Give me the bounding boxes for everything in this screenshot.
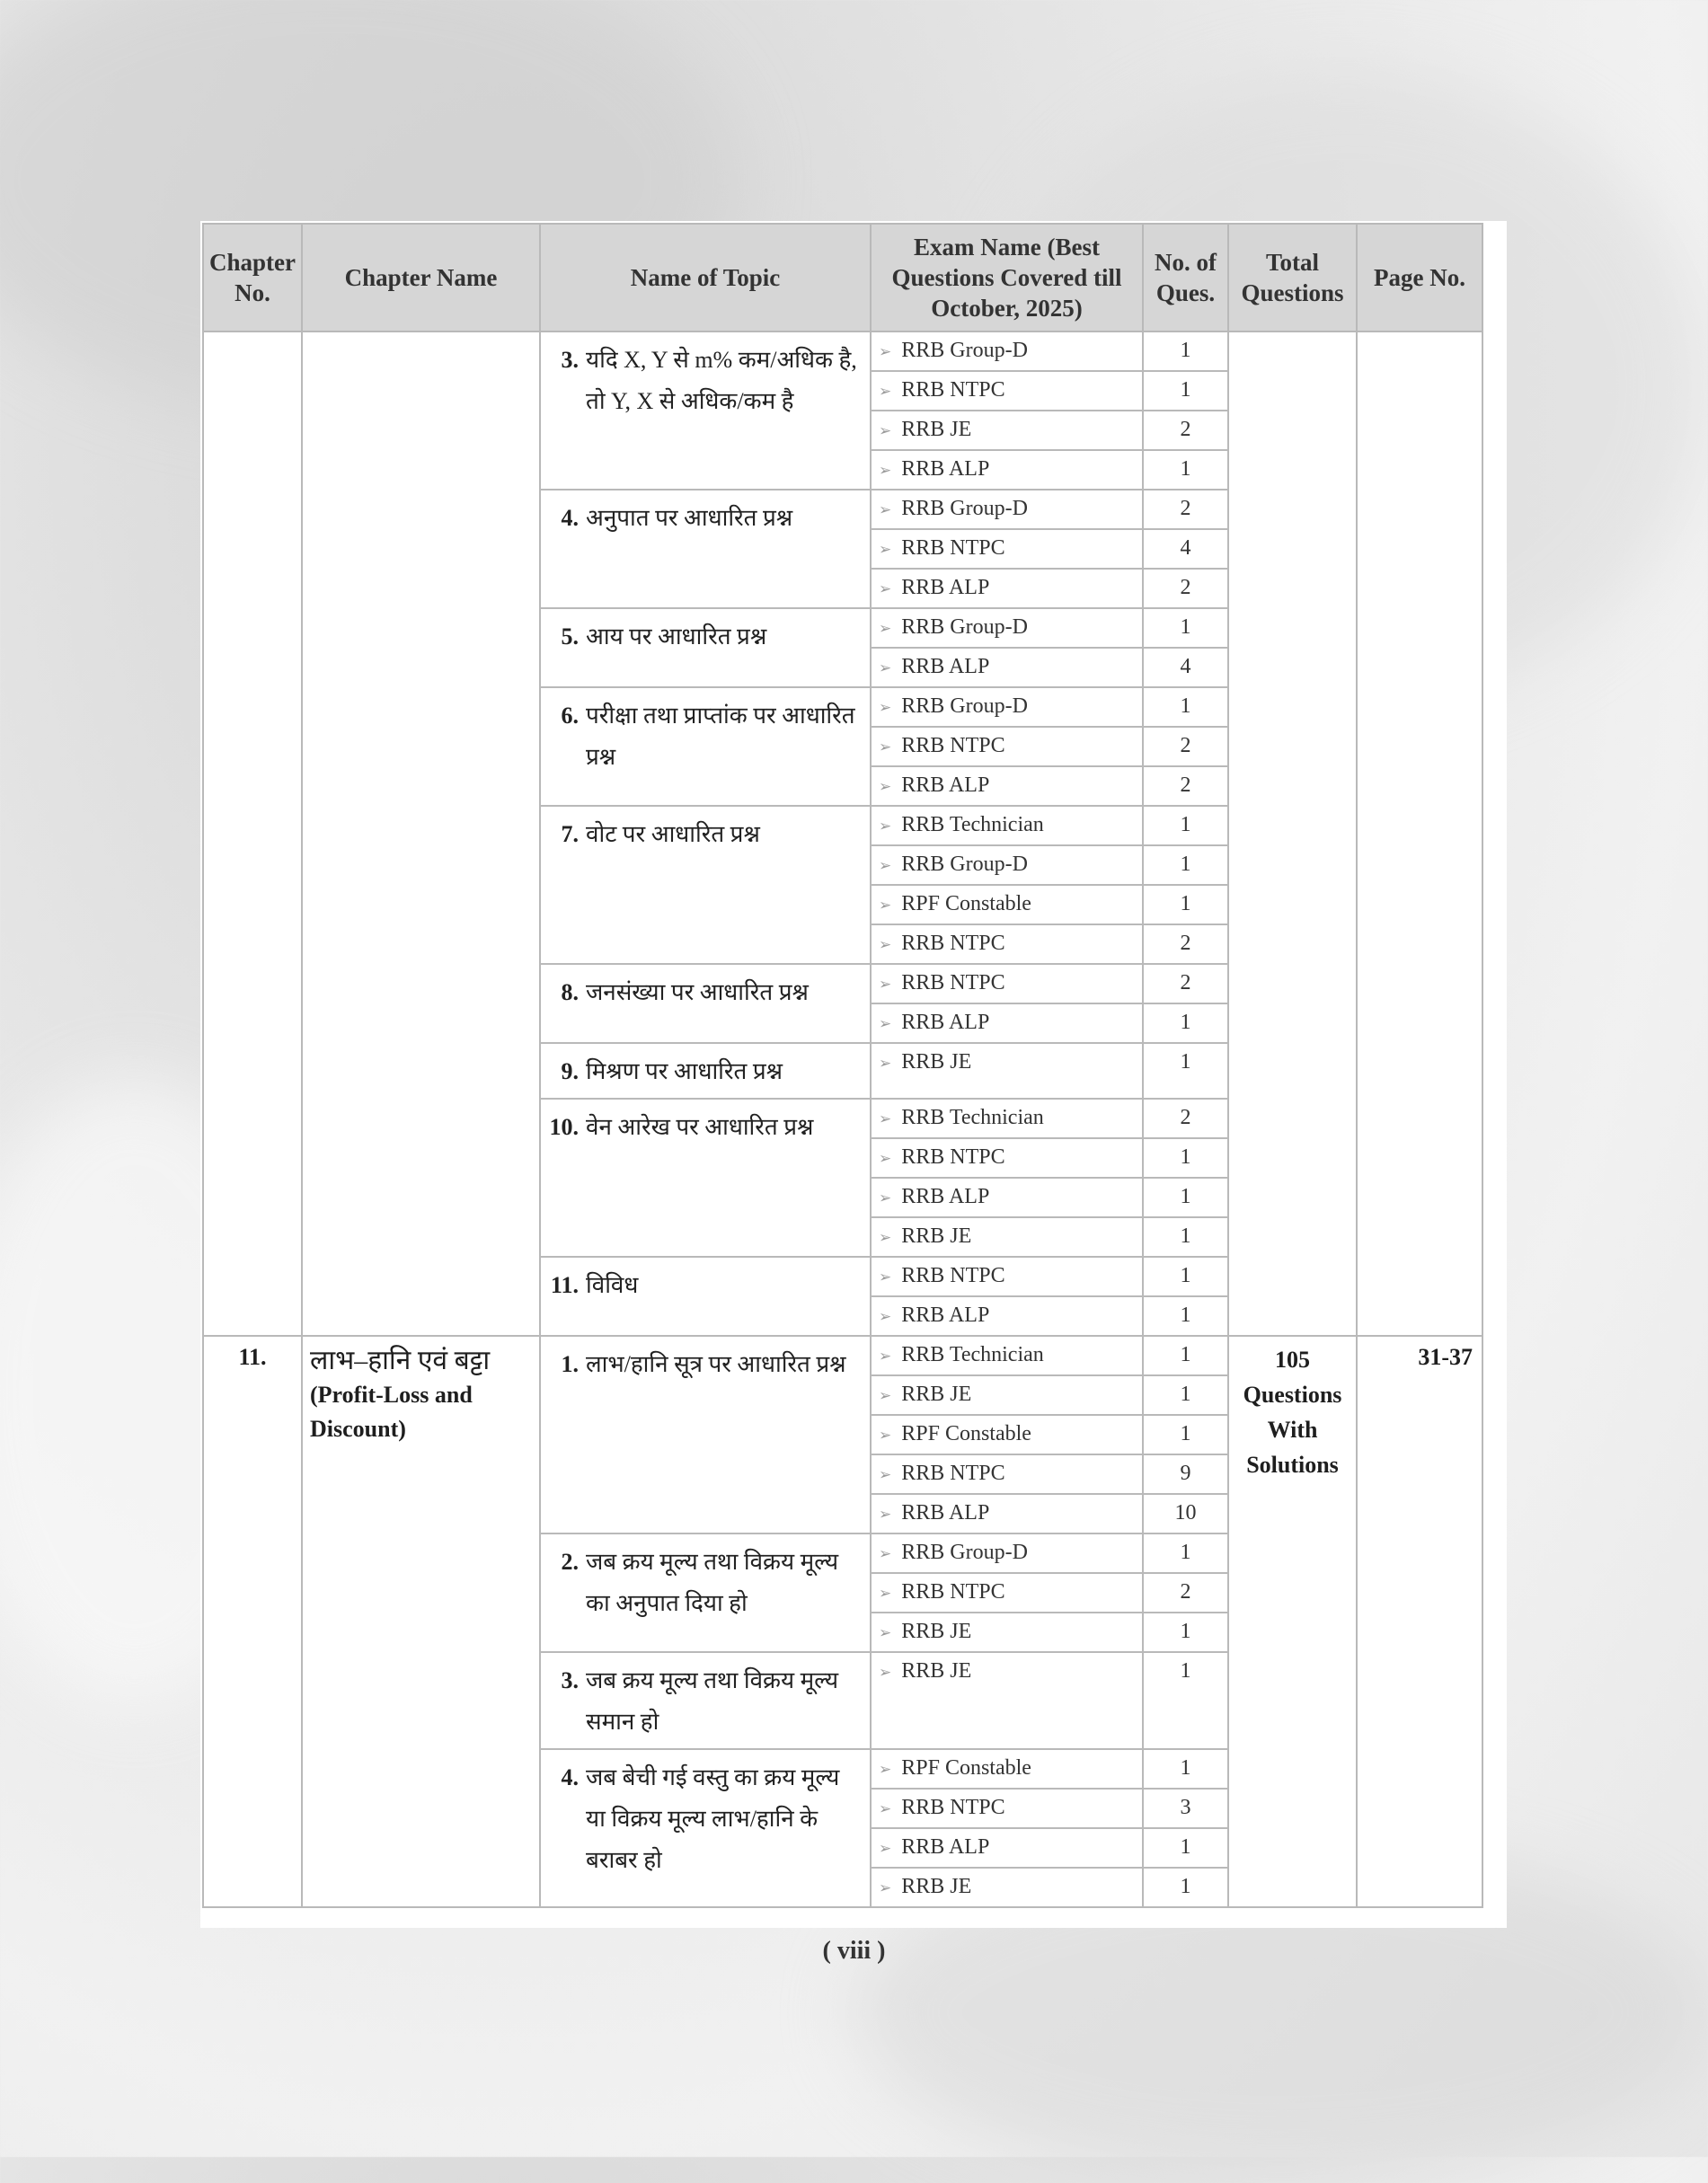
- exam-name: RRB NTPC: [901, 1796, 1005, 1819]
- header-page-no: Page No.: [1357, 224, 1482, 331]
- question-count: 1: [1143, 1415, 1228, 1454]
- exam-name-cell: [871, 371, 1143, 411]
- topic-number: 6.: [561, 703, 579, 729]
- topic-cell: [540, 331, 871, 490]
- topic-name: वेन आरेख पर आधारित प्रश्न: [586, 1114, 814, 1140]
- exam-name: RRB NTPC: [901, 1580, 1005, 1604]
- topic-number: 3.: [561, 347, 579, 373]
- exam-name: RPF Constable: [901, 892, 1031, 915]
- chapter-name-cell: [302, 331, 540, 1336]
- exam-name: RRB NTPC: [901, 1264, 1005, 1287]
- exam-name-cell: [871, 766, 1143, 806]
- topic-cell: [540, 1336, 871, 1533]
- topic-name: मिश्रण पर आधारित प्रश्न: [586, 1058, 783, 1084]
- exam-name: RRB NTPC: [901, 378, 1005, 402]
- topic-cell: [540, 1257, 871, 1336]
- exam-name: RRB ALP: [901, 576, 990, 599]
- exam-name: RRB Group-D: [901, 339, 1028, 362]
- arrow-bullet-icon: ➢: [879, 462, 892, 480]
- chapter-no-cell: [203, 331, 302, 1336]
- exam-name-cell: [871, 1296, 1143, 1336]
- total-label: Questions With Solutions: [1243, 1382, 1342, 1478]
- question-count: 2: [1143, 727, 1228, 766]
- topic-entry: [548, 1542, 864, 1624]
- exam-name: RRB Group-D: [901, 694, 1028, 718]
- question-count: 2: [1143, 490, 1228, 529]
- exam-name: RRB JE: [901, 1224, 972, 1248]
- exam-name-cell: [871, 1336, 1143, 1375]
- arrow-bullet-icon: ➢: [879, 1308, 892, 1326]
- question-count: 1: [1143, 687, 1228, 727]
- topic-cell: [540, 806, 871, 964]
- topic-name: परीक्षा तथा प्राप्तांक पर आधारित प्रश्न: [586, 703, 855, 770]
- exam-name-cell: [871, 529, 1143, 569]
- topic-entry: [548, 498, 864, 539]
- exam-name-cell: [871, 1138, 1143, 1178]
- arrow-bullet-icon: ➢: [879, 659, 892, 677]
- arrow-bullet-icon: ➢: [879, 1110, 892, 1128]
- exam-name-cell: [871, 806, 1143, 845]
- question-count: 4: [1143, 529, 1228, 569]
- exam-name-cell: [871, 1749, 1143, 1789]
- arrow-bullet-icon: ➢: [879, 818, 892, 835]
- exam-name-cell: [871, 1375, 1143, 1415]
- exam-name-cell: [871, 569, 1143, 608]
- topic-name: जनसंख्या पर आधारित प्रश्न: [586, 979, 809, 1005]
- arrow-bullet-icon: ➢: [879, 1268, 892, 1286]
- exam-name-cell: [871, 1789, 1143, 1828]
- exam-name-cell: [871, 1178, 1143, 1217]
- topic-number: 4.: [561, 1764, 579, 1790]
- topic-number: 1.: [561, 1351, 579, 1377]
- exam-name-cell: [871, 608, 1143, 648]
- exam-name: RRB JE: [901, 1659, 972, 1683]
- topic-name: वोट पर आधारित प्रश्न: [586, 821, 760, 847]
- question-count: 1: [1143, 1613, 1228, 1652]
- arrow-bullet-icon: ➢: [879, 383, 892, 401]
- arrow-bullet-icon: ➢: [879, 1348, 892, 1365]
- arrow-bullet-icon: ➢: [879, 1800, 892, 1818]
- topic-entry: [548, 616, 864, 658]
- topic-number: 8.: [561, 979, 579, 1005]
- exam-name: RRB NTPC: [901, 536, 1005, 560]
- topic-number: 2.: [561, 1549, 579, 1575]
- table-row: [203, 1336, 1482, 1375]
- arrow-bullet-icon: ➢: [879, 1466, 892, 1484]
- question-count: 1: [1143, 1043, 1228, 1099]
- topic-name: विविध: [586, 1272, 639, 1298]
- exam-name-cell: [871, 1415, 1143, 1454]
- page-number: ( viii ): [822, 1937, 886, 1965]
- page-range: 31-37: [1357, 1336, 1482, 1907]
- arrow-bullet-icon: ➢: [879, 738, 892, 756]
- arrow-bullet-icon: ➢: [879, 1150, 892, 1168]
- question-count: 1: [1143, 1749, 1228, 1789]
- topic-entry: [548, 1757, 864, 1881]
- exam-name-cell: [871, 1828, 1143, 1868]
- exam-name-cell: [871, 648, 1143, 687]
- topic-cell: [540, 1749, 871, 1907]
- question-count: 2: [1143, 569, 1228, 608]
- question-count: 1: [1143, 608, 1228, 648]
- question-count: 1: [1143, 1868, 1228, 1907]
- exam-name: RRB Technician: [901, 1343, 1044, 1366]
- topic-number: 10.: [549, 1114, 579, 1140]
- arrow-bullet-icon: ➢: [879, 1427, 892, 1445]
- exam-name: RRB ALP: [901, 1835, 990, 1859]
- arrow-bullet-icon: ➢: [879, 1506, 892, 1524]
- arrow-bullet-icon: ➢: [879, 501, 892, 519]
- exam-name-cell: [871, 1494, 1143, 1533]
- exam-name: RRB Technician: [901, 1106, 1044, 1129]
- header-chapter-name: Chapter Name: [302, 224, 540, 331]
- chapter-title-hindi: लाभ–हानि एवं बट्टा: [310, 1346, 491, 1375]
- question-count: 2: [1143, 766, 1228, 806]
- question-count: 1: [1143, 1138, 1228, 1178]
- exam-name: RRB ALP: [901, 655, 990, 678]
- topic-cell: [540, 608, 871, 687]
- exam-name: RRB ALP: [901, 1304, 990, 1327]
- topic-number: 3.: [561, 1667, 579, 1693]
- table-row: [203, 331, 1482, 371]
- arrow-bullet-icon: ➢: [879, 897, 892, 915]
- arrow-bullet-icon: ➢: [879, 1585, 892, 1603]
- exam-name-cell: [871, 924, 1143, 964]
- arrow-bullet-icon: ➢: [879, 1015, 892, 1033]
- topic-name: आय पर आधारित प्रश्न: [586, 623, 767, 650]
- arrow-bullet-icon: ➢: [879, 1229, 892, 1247]
- topic-entry: [548, 695, 864, 778]
- topic-cell: [540, 1533, 871, 1652]
- exam-name: RRB ALP: [901, 1011, 990, 1034]
- question-count: 2: [1143, 964, 1228, 1003]
- topic-entry: [548, 972, 864, 1013]
- arrow-bullet-icon: ➢: [879, 1879, 892, 1897]
- exam-name-cell: [871, 1454, 1143, 1494]
- exam-name-cell: [871, 1613, 1143, 1652]
- arrow-bullet-icon: ➢: [879, 343, 892, 361]
- arrow-bullet-icon: ➢: [879, 1761, 892, 1779]
- arrow-bullet-icon: ➢: [879, 1664, 892, 1682]
- arrow-bullet-icon: ➢: [879, 976, 892, 994]
- question-count: 1: [1143, 331, 1228, 371]
- exam-name-cell: [871, 727, 1143, 766]
- question-count: 1: [1143, 885, 1228, 924]
- exam-name-cell: [871, 331, 1143, 371]
- topic-cell: [540, 1043, 871, 1099]
- question-count: 2: [1143, 1573, 1228, 1613]
- exam-name-cell: [871, 845, 1143, 885]
- arrow-bullet-icon: ➢: [879, 1189, 892, 1207]
- topic-name: लाभ/हानि सूत्र पर आधारित प्रश्न: [586, 1351, 846, 1377]
- arrow-bullet-icon: ➢: [879, 1387, 892, 1405]
- arrow-bullet-icon: ➢: [879, 1840, 892, 1858]
- exam-name-cell: [871, 964, 1143, 1003]
- topic-number: 11.: [550, 1272, 579, 1298]
- topic-cell: [540, 490, 871, 608]
- exam-name: RRB Group-D: [901, 1541, 1028, 1564]
- exam-name: RRB ALP: [901, 773, 990, 797]
- topic-cell: [540, 1099, 871, 1257]
- question-count: 1: [1143, 1533, 1228, 1573]
- exam-name: RRB Technician: [901, 813, 1044, 836]
- question-count: 1: [1143, 845, 1228, 885]
- page-no-cell: [1357, 331, 1482, 1336]
- question-count: 1: [1143, 1652, 1228, 1749]
- question-count: 1: [1143, 1257, 1228, 1296]
- exam-name: RRB NTPC: [901, 1462, 1005, 1485]
- exam-name-cell: [871, 1257, 1143, 1296]
- exam-name-cell: [871, 687, 1143, 727]
- question-count: 1: [1143, 1828, 1228, 1868]
- exam-name: RRB Group-D: [901, 853, 1028, 876]
- topic-name: जब क्रय मूल्य तथा विक्रय मूल्य समान हो: [586, 1667, 839, 1735]
- exam-name: RPF Constable: [901, 1422, 1031, 1445]
- arrow-bullet-icon: ➢: [879, 620, 892, 638]
- exam-name-cell: [871, 1533, 1143, 1573]
- topic-entry: [548, 1660, 864, 1743]
- topic-entry: [548, 814, 864, 855]
- topic-name: यदि X, Y से m% कम/अधिक है, तो Y, X से अधिक/कम है: [586, 347, 857, 414]
- topic-entry: [548, 1265, 864, 1306]
- exam-name-cell: [871, 885, 1143, 924]
- total-questions-cell: [1228, 1336, 1357, 1907]
- question-count: 2: [1143, 924, 1228, 964]
- exam-name-cell: [871, 1003, 1143, 1043]
- question-count: 1: [1143, 806, 1228, 845]
- question-count: 1: [1143, 1375, 1228, 1415]
- arrow-bullet-icon: ➢: [879, 857, 892, 875]
- exam-name-cell: [871, 1573, 1143, 1613]
- exam-name: RRB Group-D: [901, 497, 1028, 520]
- arrow-bullet-icon: ➢: [879, 580, 892, 598]
- exam-name: RRB JE: [901, 1050, 972, 1074]
- arrow-bullet-icon: ➢: [879, 541, 892, 559]
- exam-name: RRB NTPC: [901, 1145, 1005, 1169]
- exam-name: RRB ALP: [901, 1501, 990, 1525]
- topic-number: 5.: [561, 623, 579, 650]
- topic-entry: [548, 1344, 864, 1385]
- exam-name: RPF Constable: [901, 1756, 1031, 1780]
- header-no-of-ques: No. of Ques.: [1143, 224, 1228, 331]
- total-count: 105: [1275, 1347, 1310, 1373]
- exam-name-cell: [871, 411, 1143, 450]
- question-count: 3: [1143, 1789, 1228, 1828]
- exam-name-cell: [871, 1099, 1143, 1138]
- topic-number: 7.: [561, 821, 579, 847]
- header-exam-name: Exam Name (Best Questions Covered till October, 2025): [871, 224, 1143, 331]
- exam-name: RRB NTPC: [901, 734, 1005, 757]
- question-count: 1: [1143, 1178, 1228, 1217]
- arrow-bullet-icon: ➢: [879, 1545, 892, 1563]
- topic-entry: [548, 1107, 864, 1148]
- exam-name-cell: [871, 1217, 1143, 1257]
- chapter-name-cell: [302, 1336, 540, 1907]
- topic-entry: [548, 1051, 864, 1092]
- arrow-bullet-icon: ➢: [879, 778, 892, 796]
- question-count: 2: [1143, 411, 1228, 450]
- exam-name: RRB ALP: [901, 457, 990, 481]
- question-count: 9: [1143, 1454, 1228, 1494]
- exam-name: RRB ALP: [901, 1185, 990, 1208]
- total-questions-cell: [1228, 331, 1357, 1336]
- exam-name-cell: [871, 1868, 1143, 1907]
- topic-cell: [540, 1652, 871, 1749]
- exam-name: RRB JE: [901, 1875, 972, 1898]
- arrow-bullet-icon: ➢: [879, 699, 892, 717]
- exam-name-cell: [871, 490, 1143, 529]
- question-count: 1: [1143, 1217, 1228, 1257]
- topic-name: जब बेची गई वस्तु का क्रय मूल्य या विक्रय मूल्य लाभ/हानि के बराबर हो: [586, 1764, 840, 1873]
- arrow-bullet-icon: ➢: [879, 1055, 892, 1073]
- question-count: 1: [1143, 371, 1228, 411]
- topic-name: जब क्रय मूल्य तथा विक्रय मूल्य का अनुपात दिया हो: [586, 1549, 839, 1616]
- exam-name-cell: [871, 450, 1143, 490]
- contents-table: [202, 223, 1483, 1908]
- exam-name: RRB Group-D: [901, 615, 1028, 639]
- exam-name: RRB JE: [901, 1620, 972, 1643]
- header-chapter-no: Chapter No.: [203, 224, 302, 331]
- header-total-questions: Total Questions: [1228, 224, 1357, 331]
- exam-name-cell: [871, 1652, 1143, 1749]
- header-topic: Name of Topic: [540, 224, 871, 331]
- topic-cell: [540, 687, 871, 806]
- chapter-title-english: (Profit-Loss and Discount): [310, 1382, 473, 1442]
- question-count: 2: [1143, 1099, 1228, 1138]
- arrow-bullet-icon: ➢: [879, 1624, 892, 1642]
- table-header-row: [203, 224, 1482, 331]
- exam-name-cell: [871, 1043, 1143, 1099]
- topic-name: अनुपात पर आधारित प्रश्न: [586, 505, 793, 531]
- question-count: 1: [1143, 1336, 1228, 1375]
- chapter-number: 11.: [203, 1336, 302, 1907]
- question-count: 1: [1143, 450, 1228, 490]
- topic-number: 4.: [561, 505, 579, 531]
- exam-name: RRB JE: [901, 1383, 972, 1406]
- arrow-bullet-icon: ➢: [879, 936, 892, 954]
- exam-name: RRB NTPC: [901, 971, 1005, 994]
- question-count: 1: [1143, 1296, 1228, 1336]
- topic-entry: [548, 340, 864, 422]
- exam-name: RRB JE: [901, 418, 972, 441]
- exam-name: RRB NTPC: [901, 932, 1005, 955]
- topic-cell: [540, 964, 871, 1043]
- topic-number: 9.: [561, 1058, 579, 1084]
- arrow-bullet-icon: ➢: [879, 422, 892, 440]
- question-count: 4: [1143, 648, 1228, 687]
- question-count: 10: [1143, 1494, 1228, 1533]
- question-count: 1: [1143, 1003, 1228, 1043]
